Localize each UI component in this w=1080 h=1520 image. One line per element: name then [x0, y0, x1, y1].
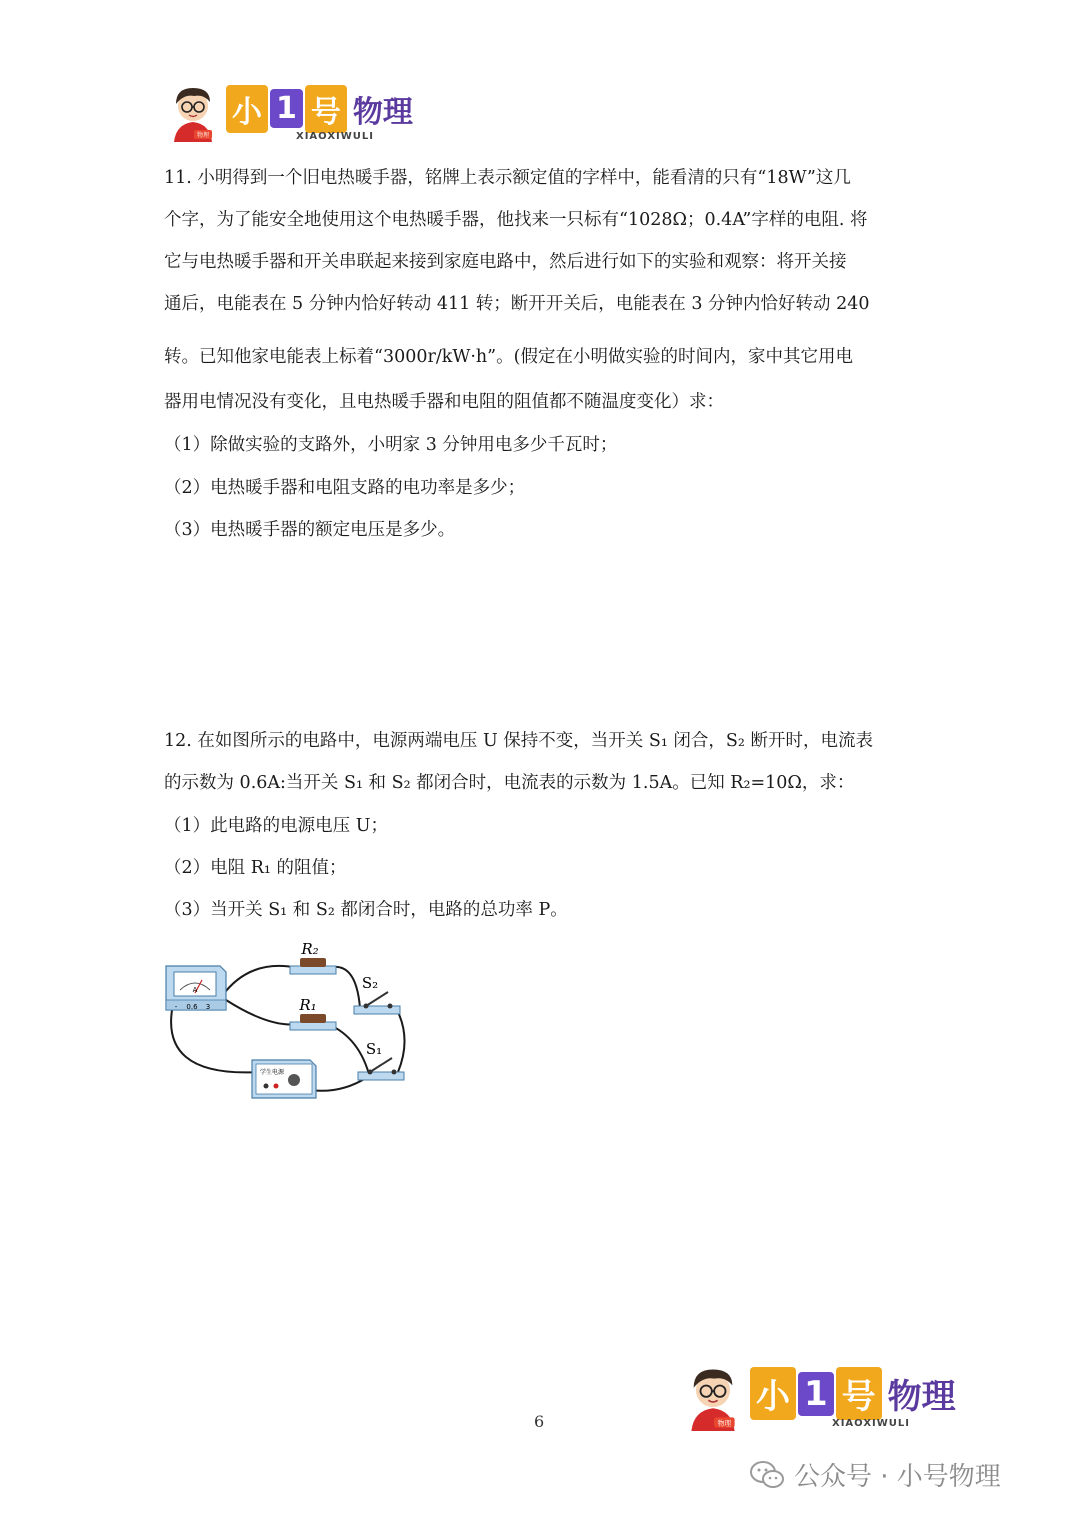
q11-line-5: 转。已知他家电能表上标着“3000r/kW·h”。(假定在小明做实验的时间内，家中其它用电: [164, 347, 853, 367]
q12-sub-2: （2）电阻 R₁ 的阻值；: [164, 858, 347, 878]
wechat-icon: [750, 1460, 784, 1490]
power-supply-label: 学生电源: [259, 1069, 285, 1076]
brand-wuli: 物理: [887, 1377, 956, 1417]
avatar-badge-text: 物理: [717, 1419, 732, 1428]
label-s2: S₂: [361, 974, 379, 992]
q11-sub-3: （3）电热暖手器的额定电压是多少。: [164, 520, 456, 540]
q11-line-6: 器用电情况没有变化，且电热暖手器和电阻的阻值都不随温度变化）求：: [164, 392, 724, 412]
watermark-text: 公众号 · 小号物理: [794, 1462, 1001, 1492]
q11-line-4: 通后，电能表在 5 分钟内恰好转动 411 转；断开开关后，电能表在 3 分钟内恰好转动 240: [164, 294, 870, 314]
avatar-badge-text: 物理: [196, 132, 210, 139]
page-number: 6: [534, 1412, 545, 1431]
brand-char-xiao: 小: [750, 1367, 796, 1420]
brand-wordmark: [750, 1367, 956, 1429]
resistor-r1: [290, 1014, 336, 1030]
q11-sub-2: （2）电热暖手器和电阻支路的电功率是多少；: [164, 478, 526, 498]
label-r1: R₁: [299, 996, 317, 1014]
ammeter-tick-0-6: 0.6: [186, 1003, 198, 1011]
brand-char-hao: 号: [836, 1367, 882, 1420]
brand-logo-top: [164, 80, 413, 146]
ammeter-symbol: A: [192, 986, 198, 994]
brand-wordmark: [226, 85, 413, 142]
q12-line-1: 12. 在如图所示的电路中，电源两端电压 U 保持不变，当开关 S₁ 闭合，S₂ 断开时，电流表: [164, 731, 873, 751]
wechat-watermark: [750, 1456, 1001, 1493]
switch-s2: [354, 992, 400, 1014]
q12-sub-3: （3）当开关 S₁ 和 S₂ 都闭合时，电路的总功率 P。: [164, 900, 568, 920]
circuit-diagram: [160, 938, 420, 1110]
resistor-r2: [290, 958, 336, 974]
power-supply: [252, 1060, 316, 1098]
q11-line-3: 它与电热暖手器和开关串联起来接到家庭电路中，然后进行如下的实验和观察：将开关接: [164, 252, 847, 272]
brand-pinyin: XIAOXIWULI: [832, 1418, 910, 1429]
q12-line-2: 的示数为 0.6A:当开关 S₁ 和 S₂ 都闭合时，电流表的示数为 1.5A。已知 R₂=10Ω，求：: [164, 773, 855, 793]
brand-char-xiao: 小: [226, 85, 268, 133]
ammeter-tick-3: 3: [205, 1003, 211, 1011]
cartoon-avatar-icon: [164, 80, 222, 146]
q11-line-1: 11. 小明得到一个旧电热暖手器，铭牌上表示额定值的字样中，能看清的只有“18W”这几: [164, 168, 851, 188]
brand-char-one: 1: [798, 1372, 834, 1416]
cartoon-avatar-icon: [680, 1360, 746, 1436]
brand-pinyin: XIAOXIWULI: [296, 130, 374, 142]
label-r2: R₂: [301, 940, 319, 958]
q12-sub-1: （1）此电路的电源电压 U；: [164, 816, 388, 836]
q11-sub-1: （1）除做实验的支路外，小明家 3 分钟用电多少千瓦时；: [164, 435, 618, 455]
brand-wuli: 物理: [352, 94, 413, 130]
label-s1: S₁: [365, 1040, 383, 1058]
ammeter-tick-minus: -: [174, 1003, 178, 1011]
q11-line-2: 个字，为了能安全地使用这个电热暖手器，他找来一只标有“1028Ω；0.4A”字样的电阻. 将: [164, 210, 868, 230]
brand-logo-bottom: [680, 1360, 956, 1436]
brand-char-one: 1: [270, 89, 303, 128]
brand-char-hao: 号: [305, 85, 347, 133]
ammeter: [166, 966, 226, 1011]
